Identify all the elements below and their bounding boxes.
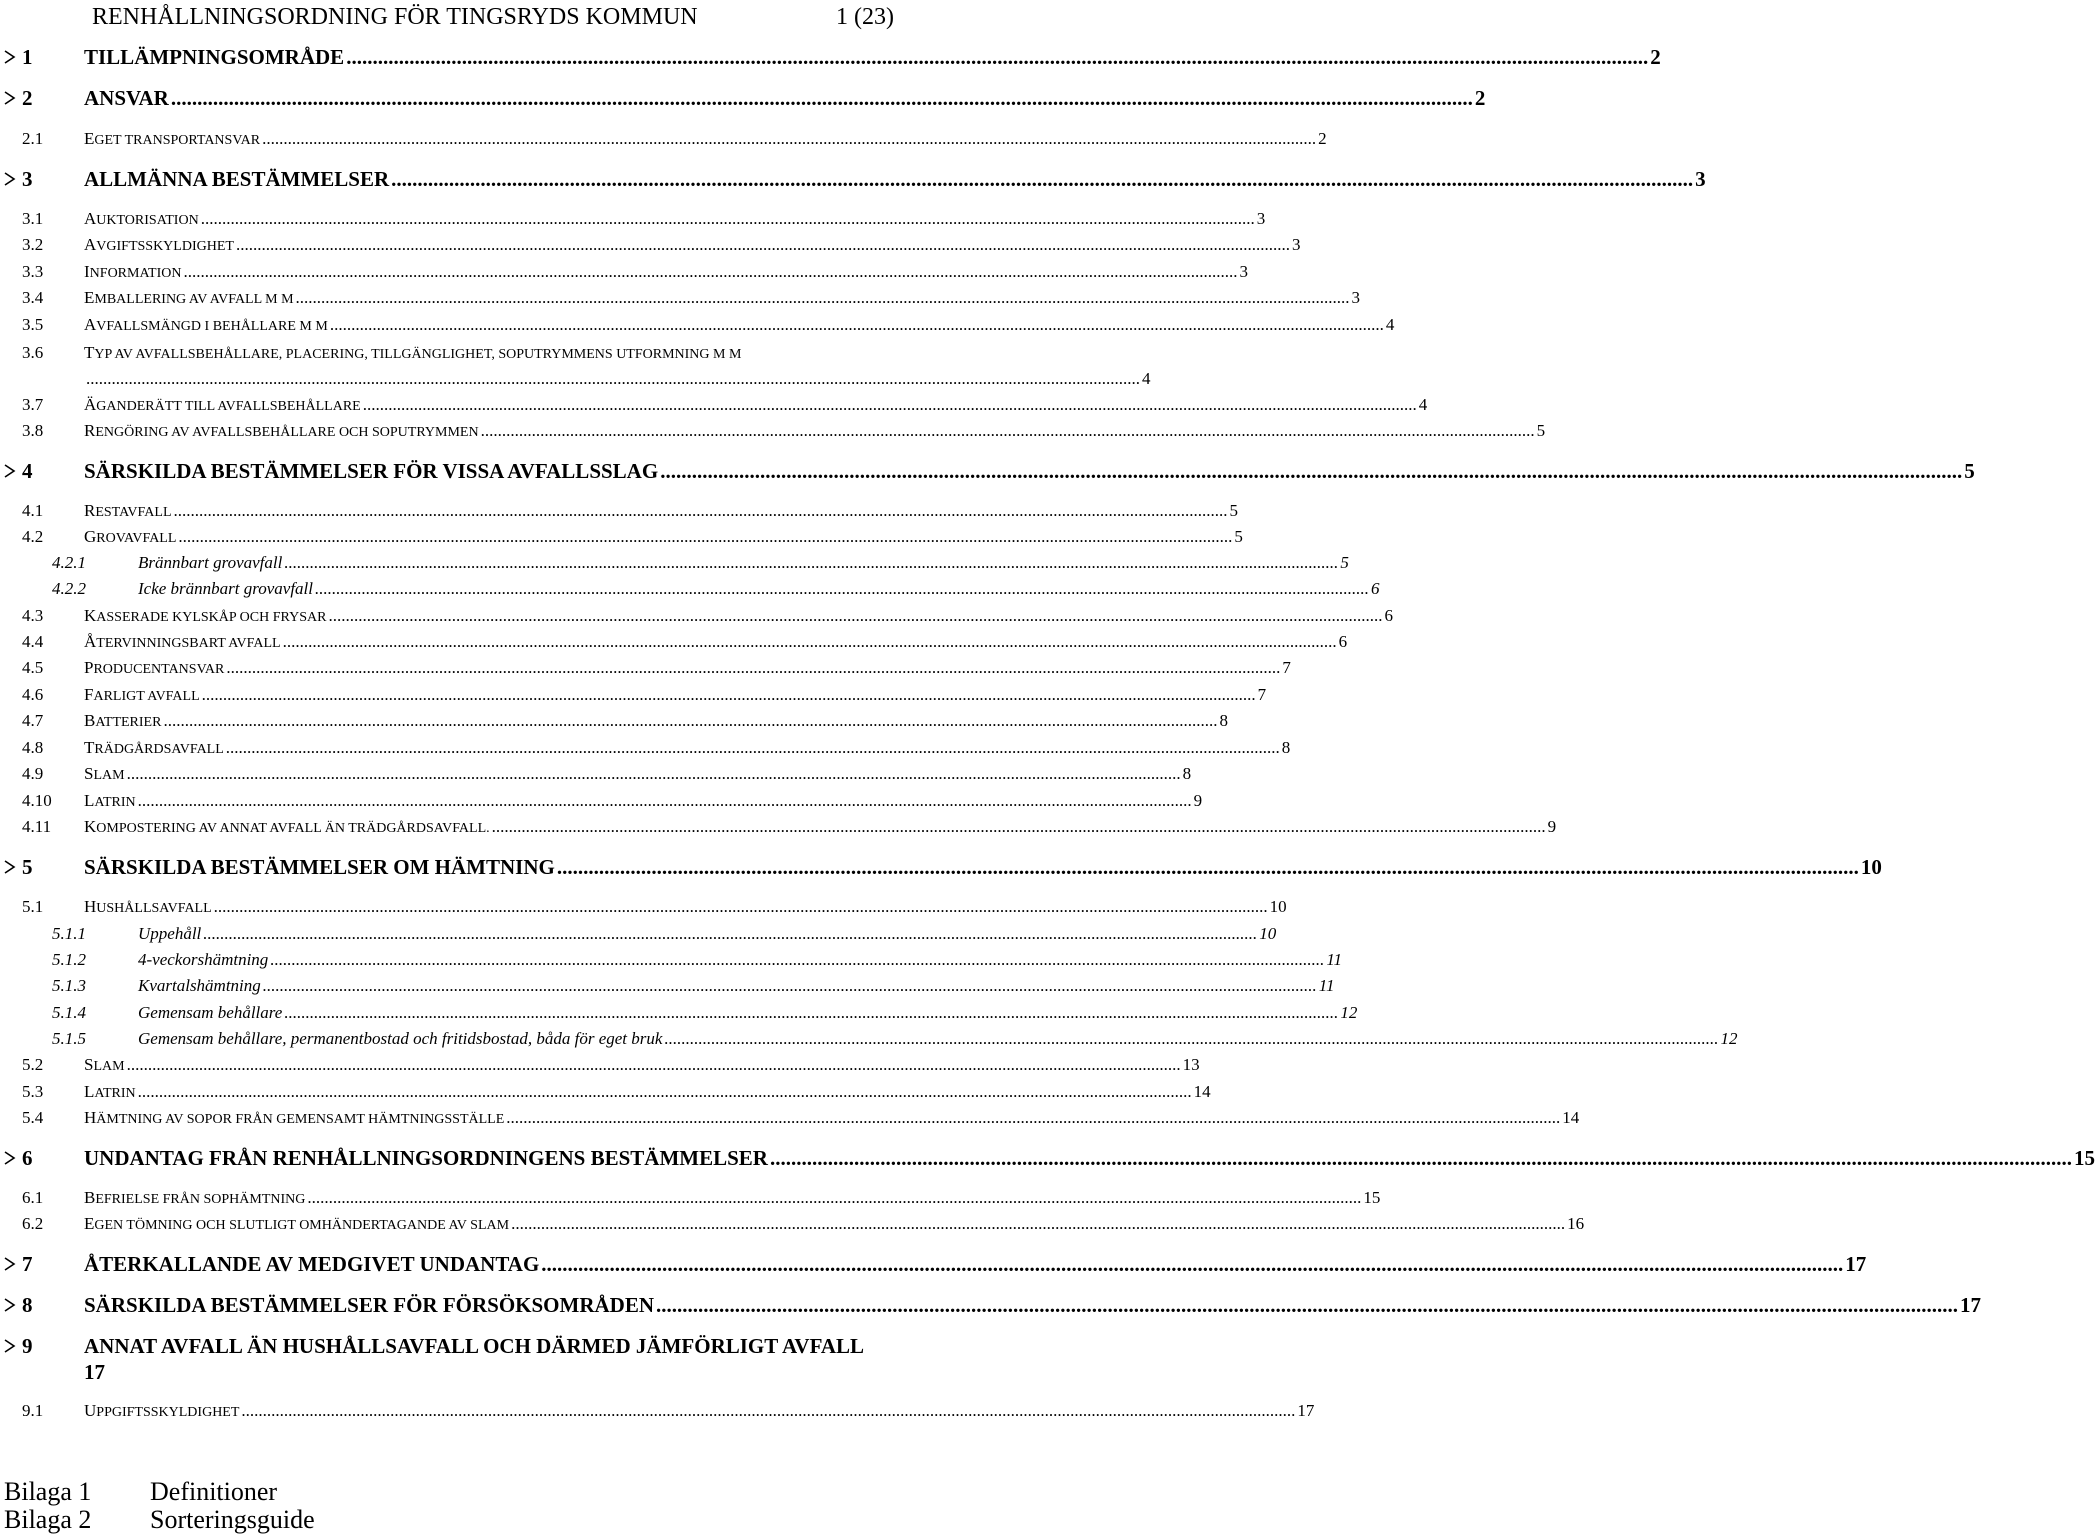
- toc-entry[interactable]: [0, 392, 1428, 418]
- title-smallcaps: ASSERADE KYLSKÅP OCH FRYSAR: [96, 610, 327, 625]
- toc-entry-number: 4.7: [22, 711, 44, 730]
- title-smallcaps: LAM: [93, 1059, 125, 1074]
- toc-page-number: 17: [1845, 1252, 1867, 1276]
- title-initial: L: [84, 1082, 95, 1101]
- toc-entry-number: 2.1: [22, 129, 44, 148]
- toc-page-number: 6: [1371, 579, 1380, 598]
- dot-leader: [391, 166, 1693, 192]
- toc-entry-title: Icke brännbart grovavfall: [138, 579, 313, 598]
- toc-entry-title: [84, 603, 326, 631]
- title-initial: T: [84, 343, 95, 362]
- toc-entry[interactable]: [0, 603, 1393, 629]
- toc-entry-title: [84, 629, 281, 657]
- title-smallcaps: PPGIFTSSKYLDIGHET: [96, 1405, 240, 1420]
- title-initial: S: [84, 764, 94, 783]
- dot-leader: [138, 788, 1192, 814]
- dot-leader: [178, 524, 1232, 550]
- toc-page-number: 11: [1318, 976, 1335, 995]
- title-initial: S: [84, 1055, 94, 1074]
- toc-entry[interactable]: [0, 814, 1557, 840]
- dot-leader: [328, 603, 1382, 629]
- title-initial: R: [84, 501, 96, 520]
- dot-leader: [363, 392, 1417, 418]
- dot-leader: [201, 206, 1255, 232]
- toc-entry-number: 1: [22, 45, 33, 69]
- title-smallcaps: GEN TÖMNING OCH SLUTLIGT OMHÄNDERTAGANDE AV SLAM: [94, 1218, 510, 1233]
- chevron-right-icon: [4, 1333, 16, 1359]
- toc-entry-title: [84, 232, 234, 260]
- appendix-row: [0, 1477, 960, 1507]
- dot-leader: [506, 1105, 1560, 1131]
- toc-entry-title: [84, 524, 176, 552]
- dot-leader: [127, 1052, 1181, 1078]
- toc-entry[interactable]: [0, 458, 1975, 484]
- toc-page-number: 8: [1281, 738, 1291, 757]
- toc-entry-number: 3.8: [22, 421, 44, 440]
- toc-entry-title: Gemensam behållare: [138, 1003, 283, 1022]
- toc-entry-title: [84, 788, 136, 816]
- dot-leader: [492, 814, 1546, 840]
- toc-entry-number: 5: [22, 855, 33, 879]
- chevron-right-icon: [4, 854, 16, 880]
- toc-page-number: 3: [1239, 262, 1248, 281]
- toc-page-number: 10: [1269, 897, 1287, 916]
- toc-page-number: 2: [1318, 129, 1327, 148]
- toc-entry[interactable]: [0, 44, 1661, 70]
- title-smallcaps: ÄMTNING AV SOPOR FRÅN GEMENSAMT HÄMTNINGSSTÄLLE: [96, 1112, 505, 1127]
- toc-entry-title: [84, 1211, 509, 1239]
- title-initial: K: [84, 606, 97, 625]
- toc-entry-number: 6.1: [22, 1188, 44, 1207]
- title-smallcaps: RÄDGÅRDSAVFALL: [94, 742, 224, 757]
- toc-entry-title: TILLÄMPNINGSOMRÅDE: [84, 45, 345, 69]
- dot-leader: [557, 854, 1859, 880]
- toc-entry-number: 8: [22, 1293, 33, 1317]
- toc-entry-number: 4.2.2: [52, 579, 86, 598]
- dot-leader: [236, 232, 1290, 258]
- toc-page-number: 12: [1720, 1029, 1738, 1048]
- toc-entry[interactable]: [0, 735, 1291, 761]
- toc-entry-title: [84, 1398, 239, 1426]
- title-initial: Å: [84, 632, 97, 651]
- toc-entry[interactable]: [0, 232, 1301, 258]
- dot-leader: [263, 973, 1317, 999]
- title-initial: H: [84, 1108, 97, 1127]
- toc-entry-number: 5.1.5: [52, 1029, 86, 1048]
- toc-entry[interactable]: [0, 1292, 1982, 1318]
- toc-entry[interactable]: [0, 1105, 1580, 1131]
- dot-leader: [262, 126, 1316, 152]
- toc-page-number: 5: [1964, 459, 1975, 483]
- title-initial: H: [84, 897, 97, 916]
- toc-entry-title: [84, 1185, 305, 1213]
- toc-entry-number: 3.4: [22, 288, 44, 307]
- appendix-label: Bilaga 2: [4, 1505, 92, 1534]
- toc-entry[interactable]: [0, 312, 1395, 338]
- toc-entry[interactable]: [0, 259, 1248, 285]
- toc-page-number: 14: [1193, 1082, 1211, 1101]
- title-smallcaps: ATRIN: [94, 1086, 136, 1101]
- toc-entry-title: ANNAT AVFALL ÄN HUSHÅLLSAVFALL OCH DÄRMED JÄMFÖRLIGT AVFALL: [84, 1334, 865, 1358]
- toc-entry-number: 4.10: [22, 791, 52, 810]
- dot-leader: [284, 1000, 1338, 1026]
- toc-page-number: 10: [1259, 924, 1277, 943]
- toc-entry-title: [84, 285, 294, 313]
- toc-entry-number: 5.1: [22, 897, 44, 916]
- dot-leader: [296, 285, 1350, 311]
- toc-entry-title: [84, 735, 224, 763]
- toc-entry[interactable]: [0, 85, 1486, 111]
- title-smallcaps: NFORMATION: [89, 266, 182, 281]
- toc-entry[interactable]: [0, 973, 1335, 999]
- title-smallcaps: USHÅLLSAVFALL: [96, 901, 212, 916]
- title-smallcaps: ATTERIER: [95, 715, 162, 730]
- toc-entry-title: [84, 392, 361, 420]
- toc-entry-number: 4.1: [22, 501, 44, 520]
- toc-entry-number: 7: [22, 1252, 33, 1276]
- dot-leader: [163, 708, 1217, 734]
- toc-page-number: 16: [1567, 1214, 1585, 1233]
- title-initial: T: [84, 738, 95, 757]
- toc-page-number: 5: [1229, 501, 1238, 520]
- dot-leader: [183, 259, 1237, 285]
- title-smallcaps: UKTORISATION: [96, 213, 199, 228]
- toc-entry[interactable]: [0, 1052, 1200, 1078]
- dot-leader: [226, 655, 1280, 681]
- dot-leader: [770, 1145, 2072, 1171]
- toc-entry[interactable]: [0, 947, 1343, 973]
- toc-entry-number: 9: [22, 1334, 33, 1358]
- title-initial: K: [84, 817, 97, 836]
- toc-page-number: 8: [1219, 711, 1228, 730]
- toc-entry[interactable]: [0, 340, 1151, 392]
- toc-entry-number: 3.2: [22, 235, 44, 254]
- toc-page-number: 6: [1384, 606, 1393, 625]
- toc-entry-title: [84, 418, 479, 446]
- toc-entry[interactable]: [0, 788, 1203, 814]
- title-smallcaps: EFRIELSE FRÅN SOPHÄMTNING: [95, 1192, 306, 1207]
- toc-entry[interactable]: [0, 1398, 1315, 1424]
- toc-entry-number: 4.5: [22, 658, 44, 677]
- toc-entry-title: [84, 814, 490, 842]
- page-number: 1 (23): [836, 4, 894, 30]
- toc-page-number: 5: [1234, 527, 1243, 546]
- toc-entry-number: 9.1: [22, 1401, 44, 1420]
- dot-leader: [307, 1185, 1361, 1211]
- toc-page-number: 10: [1860, 855, 1882, 879]
- toc-page-number: 2: [1474, 86, 1486, 110]
- toc-entry[interactable]: [0, 761, 1192, 787]
- toc-page-number: 8: [1182, 764, 1192, 783]
- toc-entry-title: ALLMÄNNA BESTÄMMELSER: [84, 167, 390, 191]
- dot-leader: [656, 1292, 1958, 1318]
- dot-leader: [86, 366, 1140, 392]
- toc-entry-title: Gemensam behållare, permanentbostad och fritidsbostad, båda för eget bruk: [138, 1029, 663, 1048]
- toc-entry[interactable]: [0, 1000, 1358, 1026]
- toc-page-number: 7: [1282, 658, 1291, 677]
- toc-entry-number: 5.2: [22, 1055, 44, 1074]
- toc-page-number: 9: [1547, 817, 1557, 836]
- chevron-right-icon: [4, 458, 16, 484]
- dot-leader: [270, 947, 1324, 973]
- toc-entry-title: [84, 682, 200, 710]
- title-initial: A: [84, 235, 97, 254]
- toc-entry[interactable]: [0, 498, 1238, 524]
- toc-page-number: 3: [1291, 235, 1301, 254]
- title-smallcaps: RODUCENTANSVAR: [93, 662, 225, 677]
- title-smallcaps: LAM: [93, 768, 125, 783]
- toc-entry[interactable]: [0, 576, 1380, 602]
- title-initial: F: [84, 685, 94, 704]
- toc-entry-number: 4.2.1: [52, 553, 86, 572]
- toc-entry[interactable]: [0, 1333, 960, 1385]
- toc-entry-title: Brännbart grovavfall: [138, 553, 283, 572]
- toc-entry-number: 3.7: [22, 395, 44, 414]
- toc-page-number: 12: [1340, 1003, 1358, 1022]
- toc-page-number: 11: [1326, 950, 1343, 969]
- title-smallcaps: ESTAVFALL: [95, 505, 172, 520]
- toc-entry-number: 4: [22, 459, 33, 483]
- toc-entry[interactable]: [0, 524, 1243, 550]
- toc-entry-title: [84, 1105, 504, 1133]
- toc-page-number: 3: [1695, 167, 1706, 191]
- dot-leader: [226, 735, 1280, 761]
- toc-page-number: 17: [84, 1360, 105, 1384]
- toc-entry[interactable]: [0, 550, 1349, 576]
- toc-page-number: 15: [1363, 1188, 1381, 1207]
- dot-leader: [660, 458, 1962, 484]
- toc-entry[interactable]: [0, 655, 1291, 681]
- title-smallcaps: MBALLERING AV AVFALL M M: [94, 292, 294, 307]
- toc-entry-number: 5.3: [22, 1082, 44, 1101]
- toc-entry-number: 4.8: [22, 738, 44, 757]
- chevron-right-icon: [4, 1145, 16, 1171]
- toc-entry-number: 5.1.1: [52, 924, 86, 943]
- toc-page-number: 4: [1418, 395, 1428, 414]
- dot-leader: [241, 1398, 1295, 1424]
- title-smallcaps: ATRIN: [94, 795, 136, 810]
- title-initial: A: [84, 315, 97, 334]
- toc-entry-number: 5.1.3: [52, 976, 86, 995]
- toc-page-number: 3: [1256, 209, 1266, 228]
- appendix-row: [0, 1505, 960, 1535]
- toc-entry-number: 6: [22, 1146, 33, 1170]
- title-initial: E: [84, 288, 95, 307]
- toc-page-number: 17: [1297, 1401, 1315, 1420]
- chevron-right-icon: [4, 44, 16, 70]
- toc-entry-title: 4-veckorshämtning: [138, 950, 269, 969]
- chevron-right-icon: [4, 166, 16, 192]
- toc-entry[interactable]: [0, 1079, 1211, 1105]
- toc-entry-title: [84, 708, 161, 736]
- dot-leader: [481, 418, 1535, 444]
- toc-entry-number: 4.3: [22, 606, 44, 625]
- chevron-right-icon: [4, 1251, 16, 1277]
- toc-entry[interactable]: [0, 894, 1287, 920]
- toc-page-number: 5: [1340, 553, 1349, 572]
- title-initial: R: [84, 421, 96, 440]
- dot-leader: [284, 550, 1338, 576]
- title-smallcaps: ROVAVFALL: [96, 531, 177, 546]
- title-initial: U: [84, 1401, 97, 1420]
- title-smallcaps: YP AV AVFALLSBEHÅLLARE, PLACERING, TILLGÄNGLIGHET, SOPUTRYMMENS UTFORMNING M M: [94, 347, 742, 362]
- dot-leader: [511, 1211, 1565, 1237]
- title-initial: E: [84, 129, 95, 148]
- toc-entry-number: 4.9: [22, 764, 44, 783]
- toc-entry-title: [84, 312, 328, 340]
- toc-entry-number: 6.2: [22, 1214, 44, 1233]
- toc-entry-title: [84, 894, 212, 922]
- toc-entry[interactable]: [0, 854, 1882, 880]
- toc-entry[interactable]: [0, 285, 1361, 311]
- toc-entry[interactable]: [0, 418, 1546, 444]
- toc-entry-number: 5.1.2: [52, 950, 86, 969]
- toc-entry-title: [84, 206, 199, 234]
- toc-entry[interactable]: [0, 206, 1266, 232]
- toc-page-number: 5: [1536, 421, 1546, 440]
- toc-page-number: 9: [1193, 791, 1203, 810]
- toc-entry-number: 5.1.4: [52, 1003, 86, 1022]
- toc-entry-title: Uppehåll: [138, 924, 202, 943]
- dot-leader: [330, 312, 1384, 338]
- appendix-name[interactable]: Sorteringsguide: [150, 1505, 315, 1534]
- title-smallcaps: ARLIGT AVFALL: [93, 689, 200, 704]
- toc-page-number: 7: [1257, 685, 1267, 704]
- toc-entry[interactable]: [0, 1026, 1738, 1052]
- title-smallcaps: ENGÖRING AV AVFALLSBEHÅLLARE OCH SOPUTRYMMEN: [95, 425, 479, 440]
- title-smallcaps: VFALLSMÄNGD I BEHÅLLARE M M: [96, 319, 328, 334]
- document-title: RENHÅLLNINGSORDNING FÖR TINGSRYDS KOMMUN: [92, 4, 698, 30]
- title-smallcaps: TERVINNINGSBART AVFALL: [96, 636, 281, 651]
- title-initial: E: [84, 1214, 95, 1233]
- toc-entry[interactable]: [0, 1185, 1381, 1211]
- dot-leader: [171, 85, 1473, 111]
- toc-entry-title: UNDANTAG FRÅN RENHÅLLNINGSORDNINGENS BESTÄMMELSER: [84, 1146, 768, 1170]
- title-initial: G: [84, 527, 97, 546]
- toc-entry-title: [84, 655, 224, 683]
- toc-entry-number: 3.1: [22, 209, 44, 228]
- toc-entry-title: [84, 259, 181, 287]
- toc-entry-title: [84, 1052, 125, 1080]
- toc-entry-title: Kvartalshämtning: [138, 976, 261, 995]
- toc-entry-number: 4.4: [22, 632, 44, 651]
- title-smallcaps: GET TRANSPORTANSVAR: [94, 133, 261, 148]
- toc-entry-title: [84, 126, 260, 154]
- toc-entry[interactable]: [0, 126, 1327, 152]
- toc-entry-number: 5.4: [22, 1108, 44, 1127]
- title-initial: L: [84, 791, 95, 810]
- toc-entry-title: [84, 761, 125, 789]
- toc-entry[interactable]: [0, 1145, 2095, 1171]
- dot-leader: [202, 682, 1256, 708]
- dot-leader: [315, 576, 1369, 602]
- toc-entry-title: [84, 1079, 136, 1107]
- dot-leader: [127, 761, 1181, 787]
- appendix-label: Bilaga 1: [4, 1477, 92, 1506]
- dot-leader: [346, 44, 1648, 70]
- toc-entry-number: 3.3: [22, 262, 44, 281]
- toc-entry-title: SÄRSKILDA BESTÄMMELSER FÖR FÖRSÖKSOMRÅDEN: [84, 1293, 655, 1317]
- toc-entry[interactable]: [0, 1211, 1585, 1237]
- dot-leader: [174, 498, 1228, 524]
- toc-page-number: 2: [1650, 45, 1661, 69]
- dot-leader: [283, 629, 1337, 655]
- title-smallcaps: OMPOSTERING AV ANNAT AVFALL ÄN TRÄDGÅRDSAVFALL.: [96, 821, 490, 836]
- title-initial: P: [84, 658, 94, 677]
- dot-leader: [203, 921, 1257, 947]
- toc-entry[interactable]: [0, 1251, 1867, 1277]
- title-initial: B: [84, 1188, 96, 1207]
- toc-entry-number: 3: [22, 167, 33, 191]
- chevron-right-icon: [4, 85, 16, 111]
- toc-entry-title: ANSVAR: [84, 86, 169, 110]
- toc-entry-title: SÄRSKILDA BESTÄMMELSER OM HÄMTNING: [84, 855, 555, 879]
- chevron-right-icon: [4, 1292, 16, 1318]
- dot-leader: [214, 894, 1268, 920]
- title-initial: Ä: [84, 395, 97, 414]
- toc-entry[interactable]: [0, 708, 1228, 734]
- toc-entry-title: SÄRSKILDA BESTÄMMELSER FÖR VISSA AVFALLSSLAG: [84, 459, 659, 483]
- toc-entry-number: 3.6: [22, 343, 44, 362]
- toc-entry[interactable]: [0, 629, 1348, 655]
- dot-leader: [138, 1079, 1192, 1105]
- title-initial: B: [84, 711, 96, 730]
- toc-entry-number: 4.2: [22, 527, 44, 546]
- toc-page-number: 4: [1385, 315, 1395, 334]
- toc-entry-number: 4.6: [22, 685, 44, 704]
- toc-page-number: 6: [1338, 632, 1348, 651]
- toc-entry-title: ÅTERKALLANDE AV MEDGIVET UNDANTAG: [84, 1252, 540, 1276]
- toc-entry-number: 2: [22, 86, 33, 110]
- toc-entry-number: 4.11: [22, 817, 52, 836]
- toc-page-number: 14: [1562, 1108, 1580, 1127]
- toc-entry[interactable]: [0, 682, 1267, 708]
- toc-entry-number: 3.5: [22, 315, 44, 334]
- toc-entry[interactable]: [0, 921, 1277, 947]
- toc-page-number: 17: [1960, 1293, 1982, 1317]
- dot-leader: [664, 1026, 1718, 1052]
- toc-page-number: 13: [1182, 1055, 1200, 1074]
- dot-leader: [541, 1251, 1843, 1277]
- toc-entry-title: [84, 498, 172, 526]
- appendix-name[interactable]: Definitioner: [150, 1477, 278, 1506]
- toc-page-number: 3: [1351, 288, 1361, 307]
- toc-entry[interactable]: [0, 166, 1706, 192]
- title-initial: A: [84, 209, 97, 228]
- toc-page-number: 4: [1142, 369, 1151, 388]
- title-smallcaps: VGIFTSSKYLDIGHET: [96, 239, 234, 254]
- toc-page-number: 15: [2073, 1146, 2095, 1170]
- title-smallcaps: GANDERÄTT TILL AVFALLSBEHÅLLARE: [96, 399, 361, 414]
- title-initial: I: [84, 262, 90, 281]
- toc-entry-title: [84, 343, 741, 362]
